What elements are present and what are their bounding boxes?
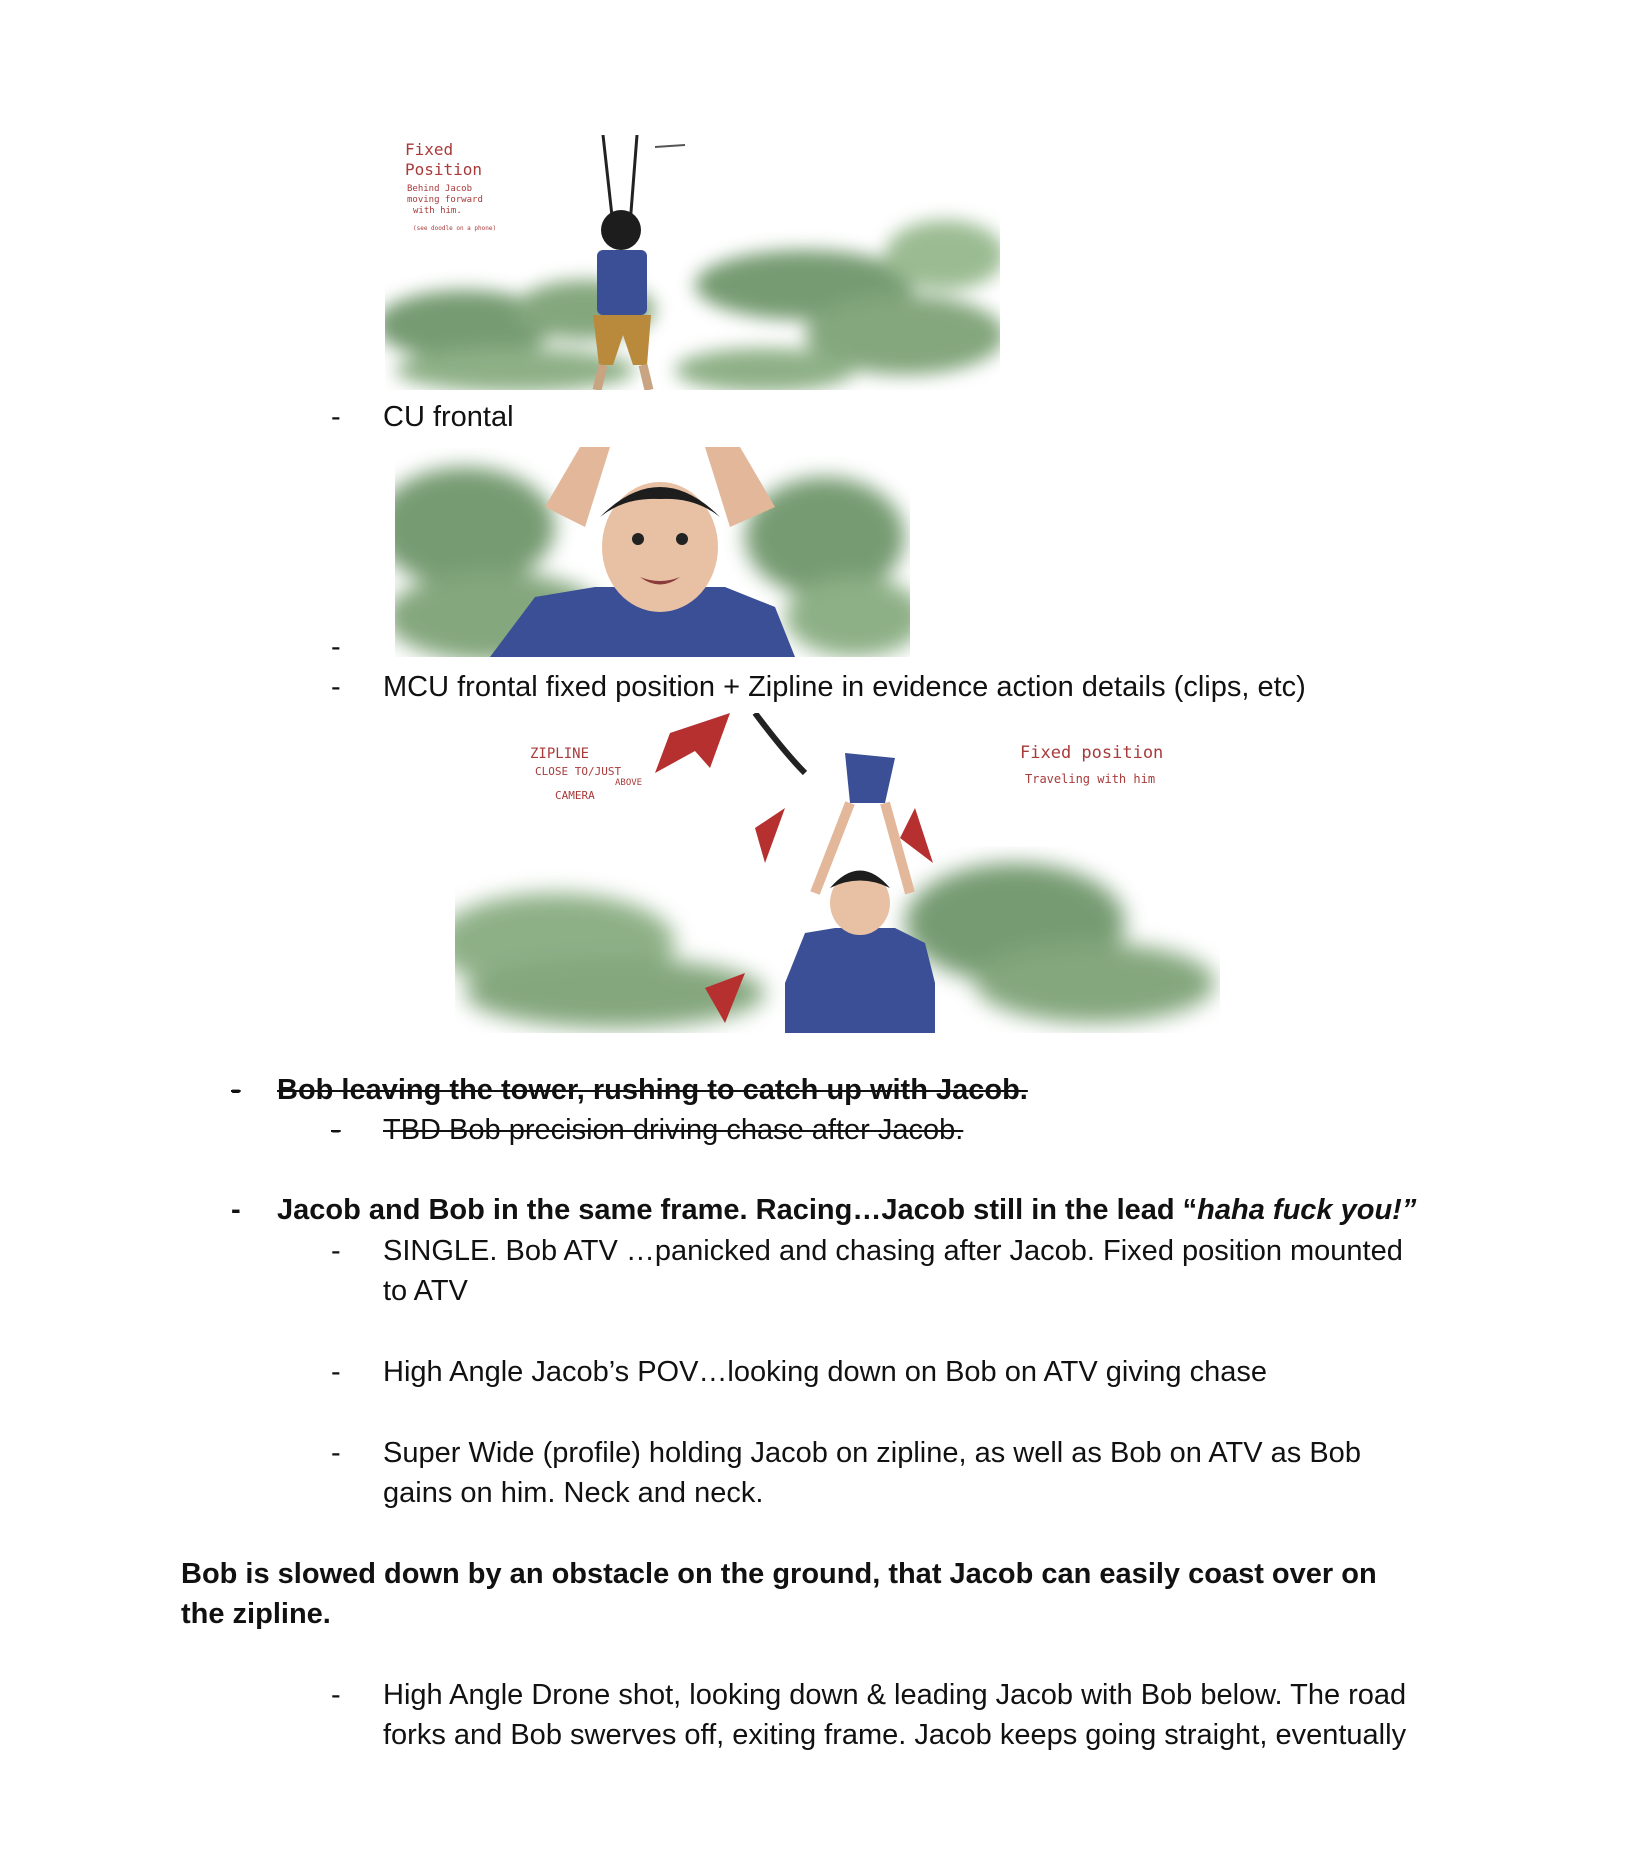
note-close-to: CLOSE TO/JUST (535, 765, 622, 778)
bullet-dash-empty: - (331, 631, 341, 663)
scene-same-frame-text: Jacob and Bob in the same frame. Racing…Jacob still in the lead “ (277, 1194, 1198, 1226)
scene-obstacle-line1: Bob is slowed down by an obstacle on the ground, that Jacob can easily coast over on (181, 1558, 1377, 1590)
jacob-figure-back (593, 135, 685, 390)
shot-drone-line1: High Angle Drone shot, looking down & leading Jacob with Bob below. The road (383, 1679, 1407, 1711)
shot-cu-frontal: CU frontal (383, 401, 514, 433)
shot-single-line2: to ATV (383, 1275, 468, 1307)
note-fixed-position: Fixed position (1020, 743, 1164, 763)
scene-obstacle-line2: the zipline. (181, 1598, 331, 1630)
note-traveling: Traveling with him (1025, 772, 1156, 786)
jacob-figure-mcu (755, 713, 935, 1033)
shot-super-wide-line2: gains on him. Neck and neck. (383, 1477, 764, 1509)
shot-tbd-bob-chase: TBD Bob precision driving chase after Jacob. (383, 1114, 964, 1146)
bullet-dash: - (231, 1194, 241, 1226)
note-behind: Behind Jacob (407, 184, 473, 194)
scene-same-frame-quote: haha fuck you!” (1197, 1194, 1417, 1226)
note-camera: CAMERA (555, 789, 595, 802)
bullet-dash: - (331, 1235, 341, 1267)
storyboard-sketch-cu-frontal (395, 447, 910, 657)
note-moving: moving forward (407, 195, 483, 205)
note-position: Position (405, 160, 483, 179)
shot-mcu-frontal: MCU frontal fixed position + Zipline in evidence action details (clips, etc) (383, 671, 1306, 703)
shot-high-angle-pov: High Angle Jacob’s POV…looking down on Bob on ATV giving chase (383, 1356, 1267, 1388)
note-with-him: with him. (413, 206, 462, 216)
bullet-dash-struck: - (231, 1074, 241, 1106)
shot-single-line1: SINGLE. Bob ATV …panicked and chasing after Jacob. Fixed position mounted (383, 1235, 1403, 1267)
storyboard-sketch-behind-jacob (385, 135, 1000, 390)
note-zipline: ZIPLINE (530, 746, 590, 762)
scene-bob-leaving-tower: Bob leaving the tower, rushing to catch up with Jacob. (277, 1074, 1028, 1106)
note-fixed: Fixed (405, 140, 454, 159)
sketch-notes (530, 743, 1163, 802)
scene-same-frame (277, 1190, 1416, 1230)
storyboard-sketch-mcu-zipline (455, 713, 1220, 1033)
foliage-blur (385, 220, 1000, 390)
bullet-dash: - (331, 401, 341, 433)
bullet-dash-struck: - (331, 1114, 341, 1146)
shot-super-wide-line1: Super Wide (profile) holding Jacob on zipline, as well as Bob on ATV as Bob (383, 1437, 1361, 1469)
bullet-dash: - (331, 1679, 341, 1711)
bullet-dash: - (331, 1437, 341, 1469)
bullet-dash: - (331, 671, 341, 703)
sketch-notes (405, 140, 496, 232)
bullet-dash: - (331, 1356, 341, 1388)
note-aside: (see doodle on a phone) (413, 225, 497, 232)
note-above: ABOVE (615, 778, 643, 788)
shot-drone-line2: forks and Bob swerves off, exiting frame. Jacob keeps going straight, eventually (383, 1719, 1407, 1751)
